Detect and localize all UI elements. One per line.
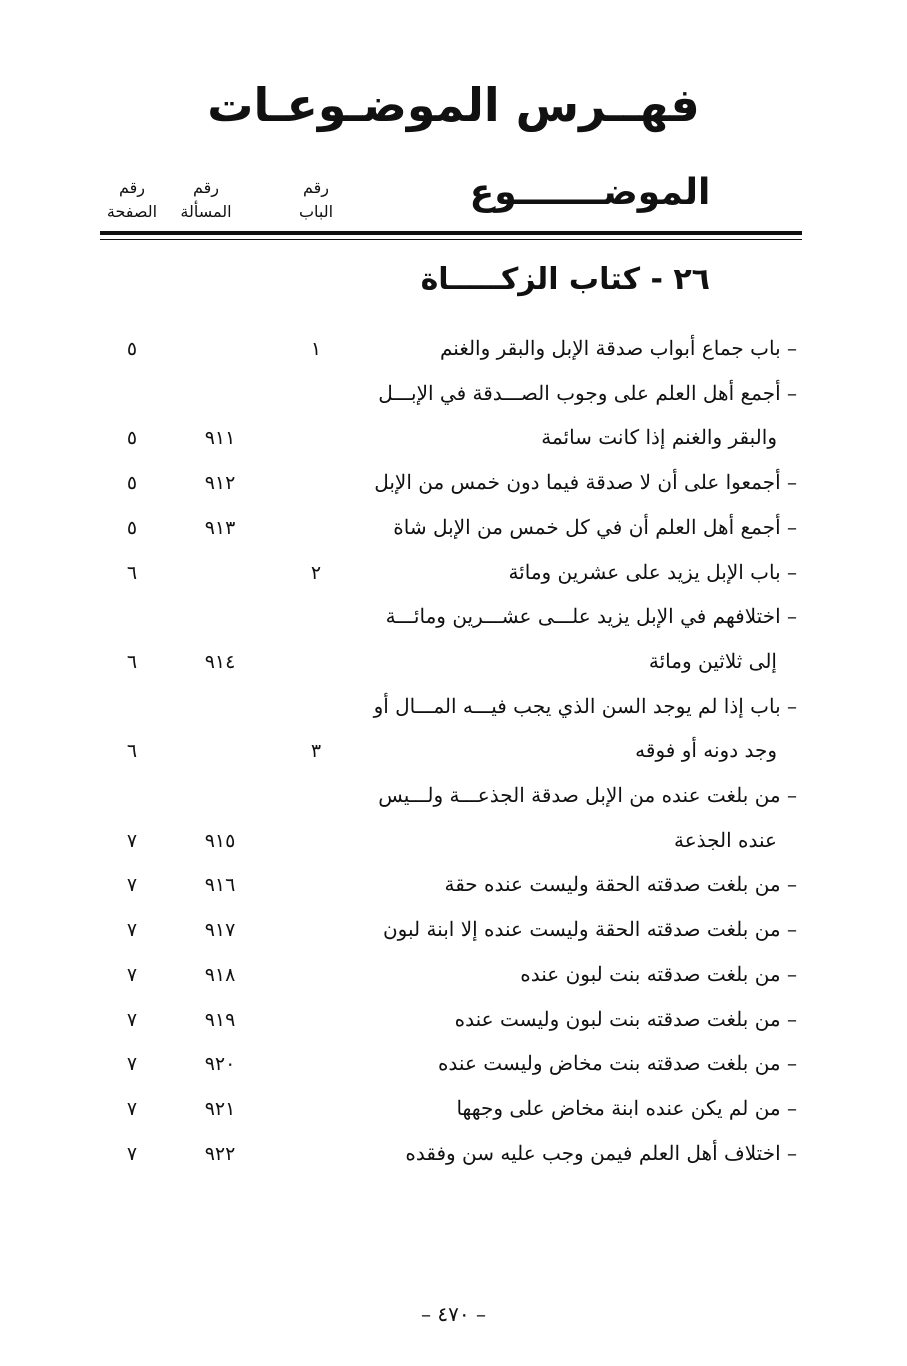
table-row bbox=[0, 643, 907, 683]
row-bab-number: ٣ bbox=[310, 740, 322, 763]
table-row bbox=[0, 956, 907, 996]
header-divider-thick bbox=[100, 231, 802, 235]
row-page-number: ٥ bbox=[126, 516, 138, 539]
row-topic: إلى ثلاثين ومائة bbox=[648, 648, 777, 673]
row-page-number: ٦ bbox=[126, 561, 138, 584]
table-row bbox=[0, 1090, 907, 1130]
table-row bbox=[0, 866, 907, 906]
table-row bbox=[0, 554, 907, 594]
row-question-number: ٩١٣ bbox=[204, 516, 236, 539]
table-row bbox=[0, 911, 907, 951]
table-row bbox=[0, 330, 907, 370]
table-row bbox=[0, 777, 907, 817]
row-question-number: ٩٢٢ bbox=[204, 1142, 236, 1165]
table-row bbox=[0, 375, 907, 415]
table-row bbox=[0, 1045, 907, 1085]
row-question-number: ٩١٤ bbox=[204, 650, 236, 673]
column-header-bab-line1: رقم bbox=[302, 178, 330, 197]
column-header-question bbox=[166, 176, 246, 224]
column-header-page bbox=[92, 176, 172, 224]
row-topic: – اختلاف أهل العلم فيمن وجب عليه سن وفقده bbox=[405, 1140, 797, 1165]
row-question-number: ٩٢١ bbox=[204, 1097, 236, 1120]
row-bab-number: ١ bbox=[310, 338, 322, 360]
row-page-number: ٧ bbox=[126, 963, 138, 986]
table-row bbox=[0, 732, 907, 772]
row-page-number: ٧ bbox=[126, 1142, 138, 1165]
table-row bbox=[0, 822, 907, 862]
page-title: فهــرس الموضـوعـات bbox=[207, 78, 700, 132]
column-header-page-line1: رقم bbox=[118, 178, 146, 197]
row-topic: – من بلغت صدقته بنت مخاض وليست عنده bbox=[437, 1051, 797, 1076]
table-row bbox=[0, 464, 907, 504]
row-page-number: ٥ bbox=[126, 427, 138, 450]
column-header-bab-line2: الباب bbox=[298, 202, 334, 221]
header-divider-thin bbox=[100, 239, 802, 240]
row-question-number: ٩١٥ bbox=[204, 829, 236, 852]
section-title: ٢٦ - كتاب الزكـــــاة bbox=[420, 262, 710, 297]
row-topic: والبقر والغنم إذا كانت سائمة bbox=[541, 425, 777, 450]
row-topic: – باب الإبل يزيد على عشرين ومائة bbox=[508, 559, 797, 584]
column-header-question-line1: رقم bbox=[192, 178, 220, 197]
table-row bbox=[0, 598, 907, 638]
row-topic: – أجمع أهل العلم أن في كل خمس من الإبل شاة bbox=[393, 514, 797, 539]
row-page-number: ٦ bbox=[126, 740, 138, 763]
row-page-number: ٧ bbox=[126, 1097, 138, 1120]
row-topic: – من بلغت صدقته الحقة وليست عنده إلا ابنة لبون bbox=[382, 917, 797, 942]
row-page-number: ٧ bbox=[126, 919, 138, 942]
row-page-number: ٧ bbox=[126, 1008, 138, 1031]
table-row bbox=[0, 419, 907, 459]
table-row bbox=[0, 688, 907, 728]
row-question-number: ٩١٦ bbox=[204, 874, 236, 897]
row-topic: – باب جماع أبواب صدقة الإبل والبقر والغنم bbox=[439, 336, 797, 360]
row-bab-number: ٢ bbox=[310, 561, 322, 584]
table-row bbox=[0, 1135, 907, 1175]
row-topic: – من لم يكن عنده ابنة مخاض على وجهها bbox=[456, 1095, 797, 1120]
row-topic: عنده الجذعة bbox=[673, 827, 777, 852]
column-header-page-line2: الصفحة bbox=[106, 202, 158, 221]
column-header-question-line2: المسألة bbox=[180, 202, 232, 221]
column-header-bab bbox=[276, 176, 356, 224]
table-row bbox=[0, 1001, 907, 1041]
row-page-number: ٧ bbox=[126, 1053, 138, 1076]
row-question-number: ٩١١ bbox=[204, 427, 236, 450]
row-topic: – من بلغت صدقته بنت لبون وليست عنده bbox=[454, 1006, 797, 1031]
row-topic: – من بلغت صدقته بنت لبون عنده bbox=[520, 961, 797, 986]
row-question-number: ٩٢٠ bbox=[204, 1053, 236, 1076]
row-question-number: ٩١٢ bbox=[204, 472, 236, 495]
row-question-number: ٩١٨ bbox=[204, 963, 236, 986]
row-page-number: ٧ bbox=[126, 829, 138, 852]
row-topic: – أجمع أهل العلم على وجوب الصـــدقة في الإبـــل bbox=[378, 380, 797, 405]
row-question-number: ٩١٧ bbox=[204, 919, 236, 942]
row-topic: وجد دونه أو فوقه bbox=[635, 738, 777, 763]
row-topic: – أجمعوا على أن لا صدقة فيما دون خمس من الإبل bbox=[374, 470, 797, 495]
table-row bbox=[0, 509, 907, 549]
row-topic: – اختلافهم في الإبل يزيد علـــى عشـــرين ومائـــة bbox=[385, 604, 797, 629]
column-header-topic: الموضـــــــوع bbox=[469, 172, 711, 213]
row-topic: – من بلغت عنده من الإبل صدقة الجذعـــة ولـــيس bbox=[378, 783, 797, 807]
row-topic: – باب إذا لم يوجد السن الذي يجب فيـــه المـــال أو bbox=[373, 693, 797, 718]
row-question-number: ٩١٩ bbox=[204, 1008, 236, 1031]
row-topic: – من بلغت صدقته الحقة وليست عنده حقة bbox=[444, 872, 797, 897]
row-page-number: ٦ bbox=[126, 650, 138, 673]
row-page-number: ٥ bbox=[126, 472, 138, 495]
row-page-number: ٧ bbox=[126, 874, 138, 897]
row-page-number: ٥ bbox=[126, 338, 138, 360]
page-number: – ٤٧٠ – bbox=[421, 1302, 486, 1326]
